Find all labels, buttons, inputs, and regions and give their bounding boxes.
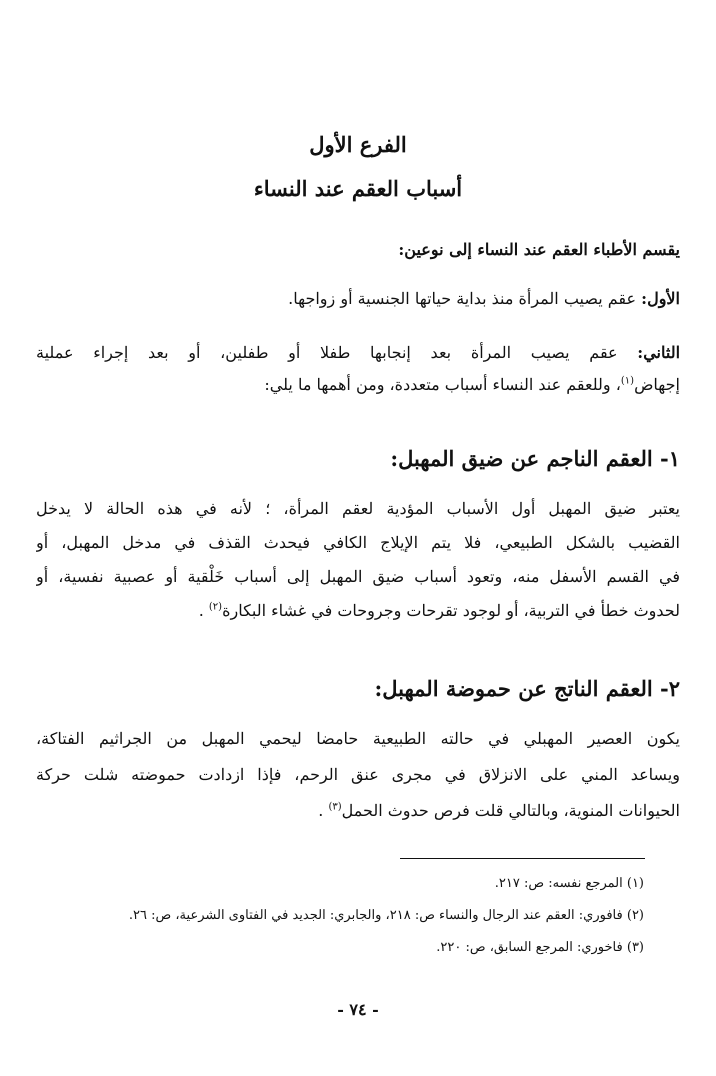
cause1-line-4 xyxy=(36,598,680,624)
cause1-line-2: القضيب بالشكل الطبيعي، فلا يتم الإيلاج الكافي فيحدث القذف في مدخل المهبل، أو xyxy=(36,533,680,552)
type2-line-2 xyxy=(36,372,680,398)
type2-label: الثاني: xyxy=(637,343,680,362)
page-number: - ٧٤ - xyxy=(337,1000,379,1019)
footnote-ref-2: (٢) xyxy=(208,601,223,613)
cause2-text-3a: الحيوانات المنوية، وبالتالي قلت فرص حدوث الحمل xyxy=(341,801,680,820)
cause1-heading: ١- العقم الناجم عن ضيق المهبل: xyxy=(390,446,680,471)
type2-text-2a: إجهاض xyxy=(634,375,680,394)
footnote-ref-1: (١) xyxy=(620,375,635,387)
cause2-line-1: يكون العصير المهبلي في حالته الطبيعية حامضا ليحمي المهبل من الجراثيم الفتاكة، xyxy=(36,729,680,748)
cause1-line-3: في القسم الأسفل منه، وتعود أسباب ضيق المهبل إلى أسباب خَلْقية أو عصبية نفسية، أو xyxy=(36,567,680,586)
footnote-1: (١) المرجع نفسه: ص: ٢١٧. xyxy=(494,876,644,891)
type1-text: عقم يصيب المرأة منذ بداية حياتها الجنسية أو زواجها. xyxy=(288,289,637,308)
type1-label: الأول: xyxy=(641,289,680,308)
type2-text-2b: ، وللعقم عند النساء أسباب متعددة، ومن أهمها ما يلي: xyxy=(264,375,621,394)
type1-line xyxy=(36,286,680,312)
cause1-line-1: يعتبر ضيق المهبل أول الأسباب المؤدية لعقم المرأة، ؛ لأنه في هذه الحالة لا يدخل xyxy=(36,499,680,518)
footnote-ref-3: (٣) xyxy=(328,801,342,813)
footnote-2: (٢) فافوري: العقم عند الرجال والنساء ص: ٢١٨، والجابري: الجديد في الفتاوى الشرعية، ص: ٢٦. xyxy=(128,908,644,923)
cause2-line-3 xyxy=(36,798,680,824)
footnote-3: (٣) فاخوري: المرجع السابق، ص: ٢٢٠. xyxy=(436,940,644,955)
cause2-heading: ٢- العقم الناتج عن حموضة المهبل: xyxy=(374,676,680,701)
type2-line-1 xyxy=(36,340,680,366)
intro-line: يقسم الأطباء العقم عند النساء إلى نوعين: xyxy=(398,240,680,259)
section-title: أسباب العقم عند النساء xyxy=(253,176,463,201)
cause1-text-4a: لحدوث خطأ في التربية، أو لوجود تقرحات وجروحات في غشاء البكارة xyxy=(222,601,680,620)
cause2-text-3b: . xyxy=(318,801,329,820)
cause2-line-2: ويساعد المني على الانزلاق في مجرى عنق الرحم، فإذا ازدادت حموضته شلت حركة xyxy=(36,765,680,784)
type2-text-1: عقم يصيب المرأة بعد إنجابها طفلا أو طفلين، أو بعد إجراء عملية xyxy=(36,343,618,362)
branch-title: الفرع الأول xyxy=(309,132,407,157)
cause1-text-4b: . xyxy=(198,601,209,620)
footnote-divider xyxy=(400,858,645,859)
